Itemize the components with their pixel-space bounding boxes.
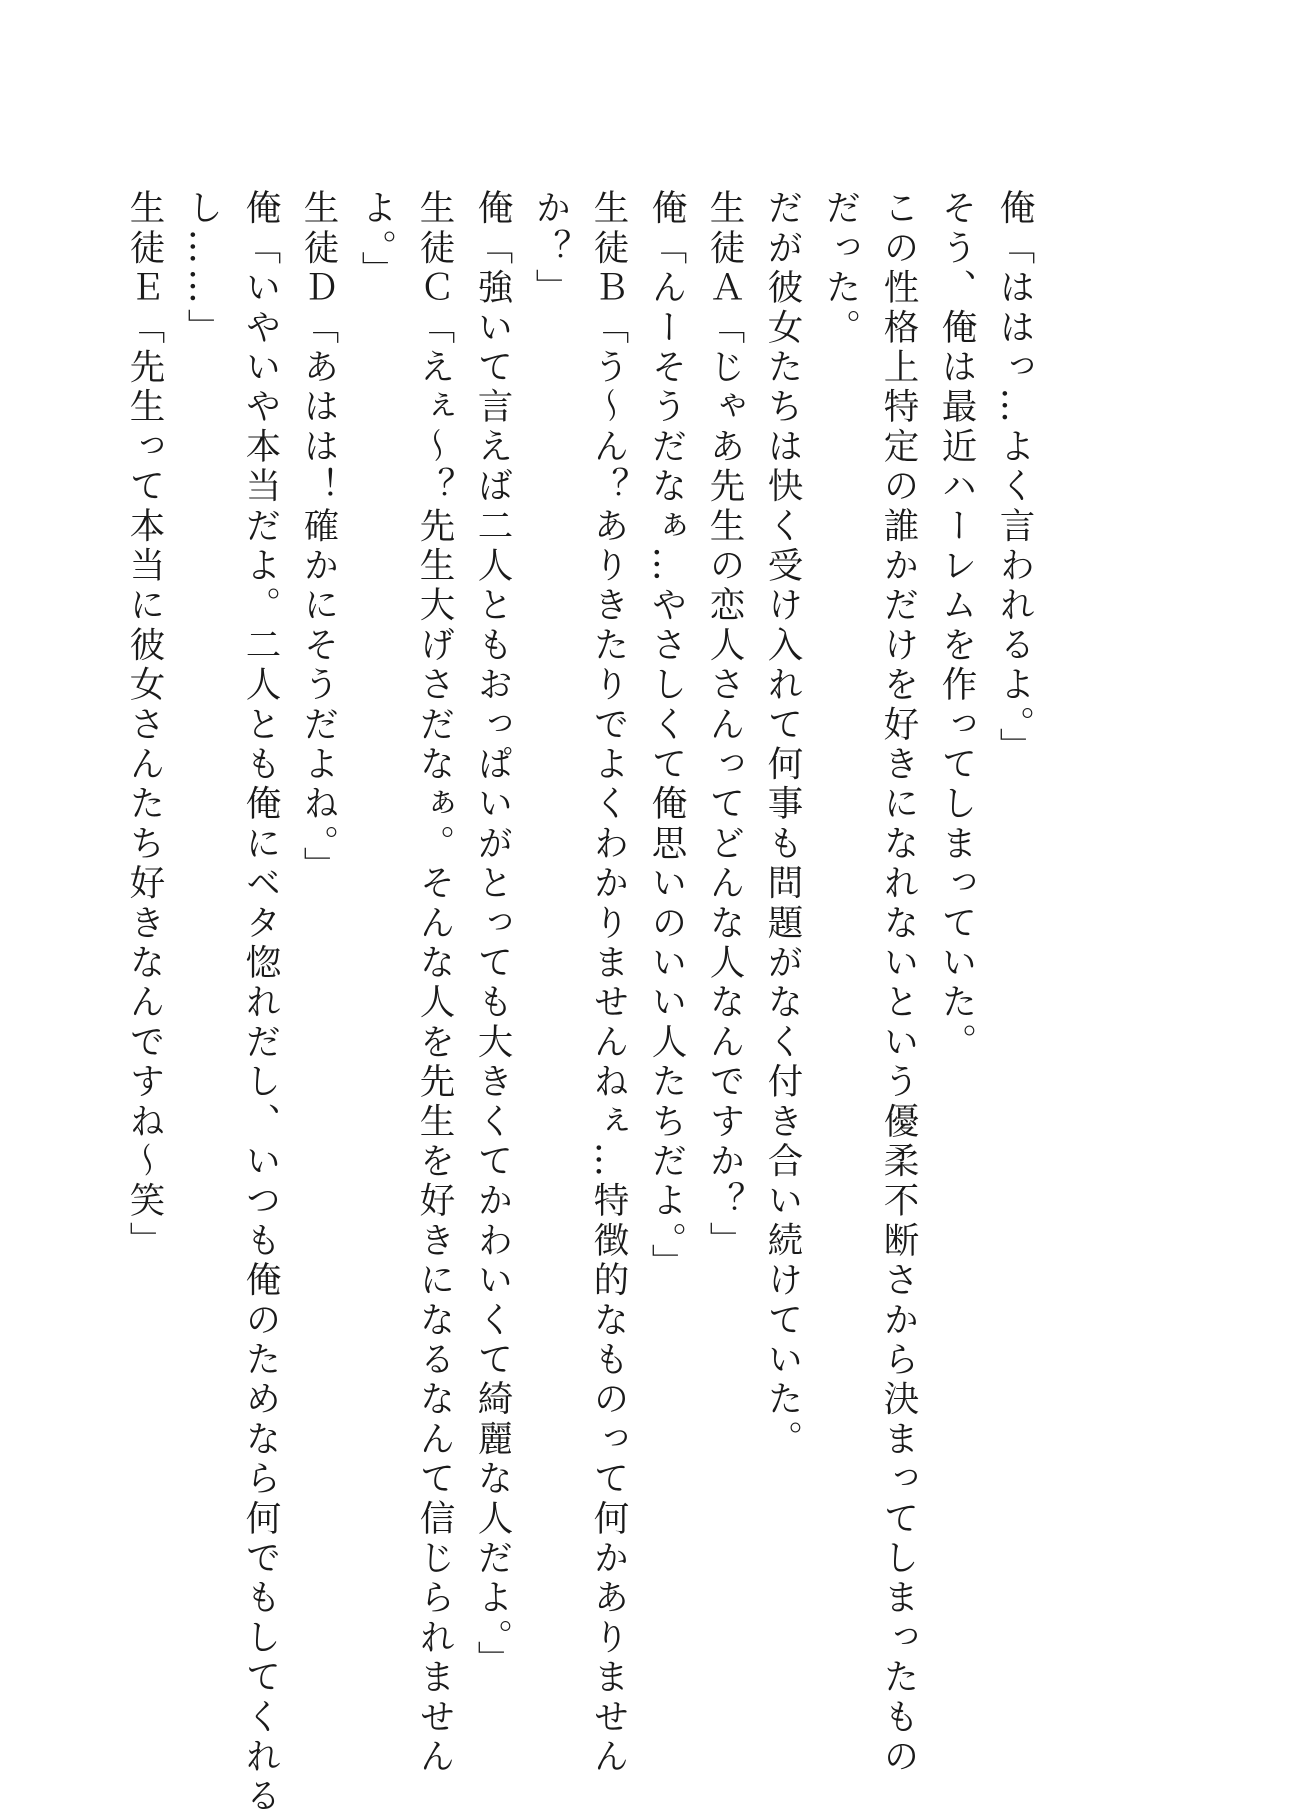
text-line: 生徒Ｄ「あはは！確かにそうだよね。」 <box>298 189 339 886</box>
text-line: この性格上特定の誰かだけを好きになれないという優柔不断さから決まってしまったもの <box>878 189 919 1777</box>
text-line: だった。 <box>820 189 861 348</box>
text-line: 生徒Ｃ「えぇ〜？先生大げさだなぁ。そんな人を先生を好きになるなんて信じられません <box>414 189 455 1777</box>
text-line: 生徒Ｅ「先生って本当に彼女さんたち好きなんですね〜笑」 <box>124 189 165 1261</box>
text-line: 生徒Ａ「じゃあ先生の恋人さんってどんな人なんですか？」 <box>704 189 745 1261</box>
text-line: か？」 <box>530 189 571 309</box>
text-line: そう、俺は最近ハーレムを作ってしまっていた。 <box>936 189 977 1063</box>
text-line: 俺「んーそうだなぁ…やさしくて俺思いのいい人たちだよ。」 <box>646 189 687 1283</box>
text-line: し……」 <box>182 189 223 348</box>
text-line: 俺「強いて言えば二人ともおっぱいがとっても大きくてかわいくて綺麗な人だよ。」 <box>472 189 513 1680</box>
text-line: だが彼女たちは快く受け入れて何事も問題がなく付き合い続けていた。 <box>762 189 803 1460</box>
text-line: よ。」 <box>356 189 397 291</box>
text-line: 俺「ははっ…よく言われるよ。」 <box>994 189 1035 767</box>
vertical-text-body <box>115 189 1043 1817</box>
text-line: 俺「いやいや本当だよ。二人とも俺にベタ惚れだし、いつも俺のためなら何でもしてくれる <box>240 189 281 1817</box>
text-line: 生徒Ｂ「う〜ん？ありきたりでよくわかりませんねぇ…特徴的なものって何かありません <box>588 189 629 1777</box>
